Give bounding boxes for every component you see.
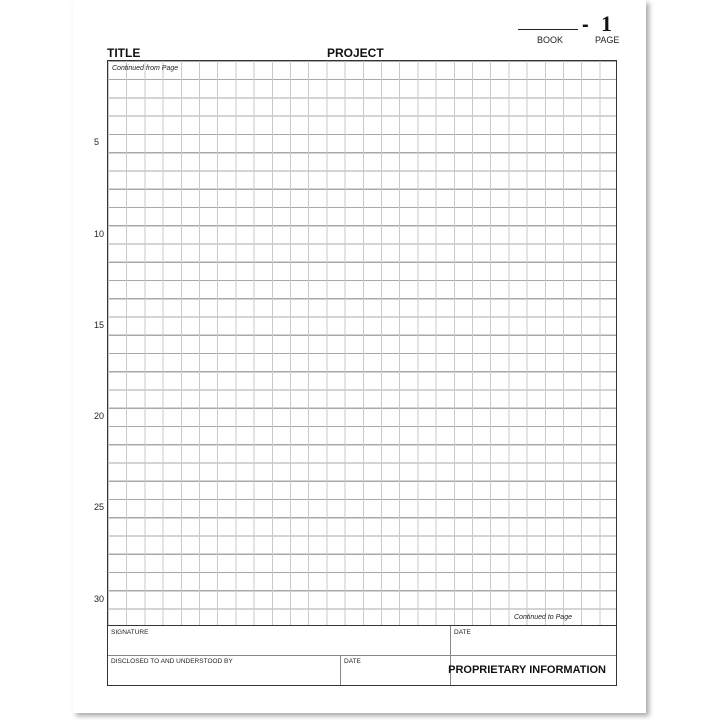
- project-label: PROJECT: [327, 46, 384, 60]
- book-page-dash: -: [582, 14, 589, 36]
- footer-column-divider: [450, 626, 451, 685]
- page-label: PAGE: [595, 35, 620, 45]
- page-number: 1: [601, 11, 612, 36]
- footer-divider: [108, 655, 616, 656]
- row-number-10: 10: [94, 229, 105, 239]
- footer-date-divider: [340, 655, 341, 685]
- book-number-line: [518, 29, 578, 30]
- signature-block: [107, 626, 617, 686]
- continued-from-label: Continued from Page: [112, 65, 179, 72]
- title-label: TITLE: [107, 46, 141, 60]
- graph-grid[interactable]: [107, 60, 617, 626]
- row-number-30: 30: [94, 594, 105, 604]
- signature-field[interactable]: SIGNATURE: [111, 629, 149, 636]
- row-number-20: 20: [94, 411, 105, 421]
- continued-to-label: Continued to Page: [514, 614, 572, 621]
- book-label: BOOK: [537, 35, 564, 45]
- proprietary-information-label: PROPRIETARY INFORMATION: [448, 664, 606, 676]
- disclosed-date-field[interactable]: DATE: [344, 658, 361, 665]
- row-number-25: 25: [94, 502, 105, 512]
- disclosed-field[interactable]: DISCLOSED TO AND UNDERSTOOD BY: [111, 658, 233, 665]
- signature-date-field[interactable]: DATE: [454, 629, 471, 636]
- row-number-5: 5: [94, 137, 100, 147]
- row-number-15: 15: [94, 320, 105, 330]
